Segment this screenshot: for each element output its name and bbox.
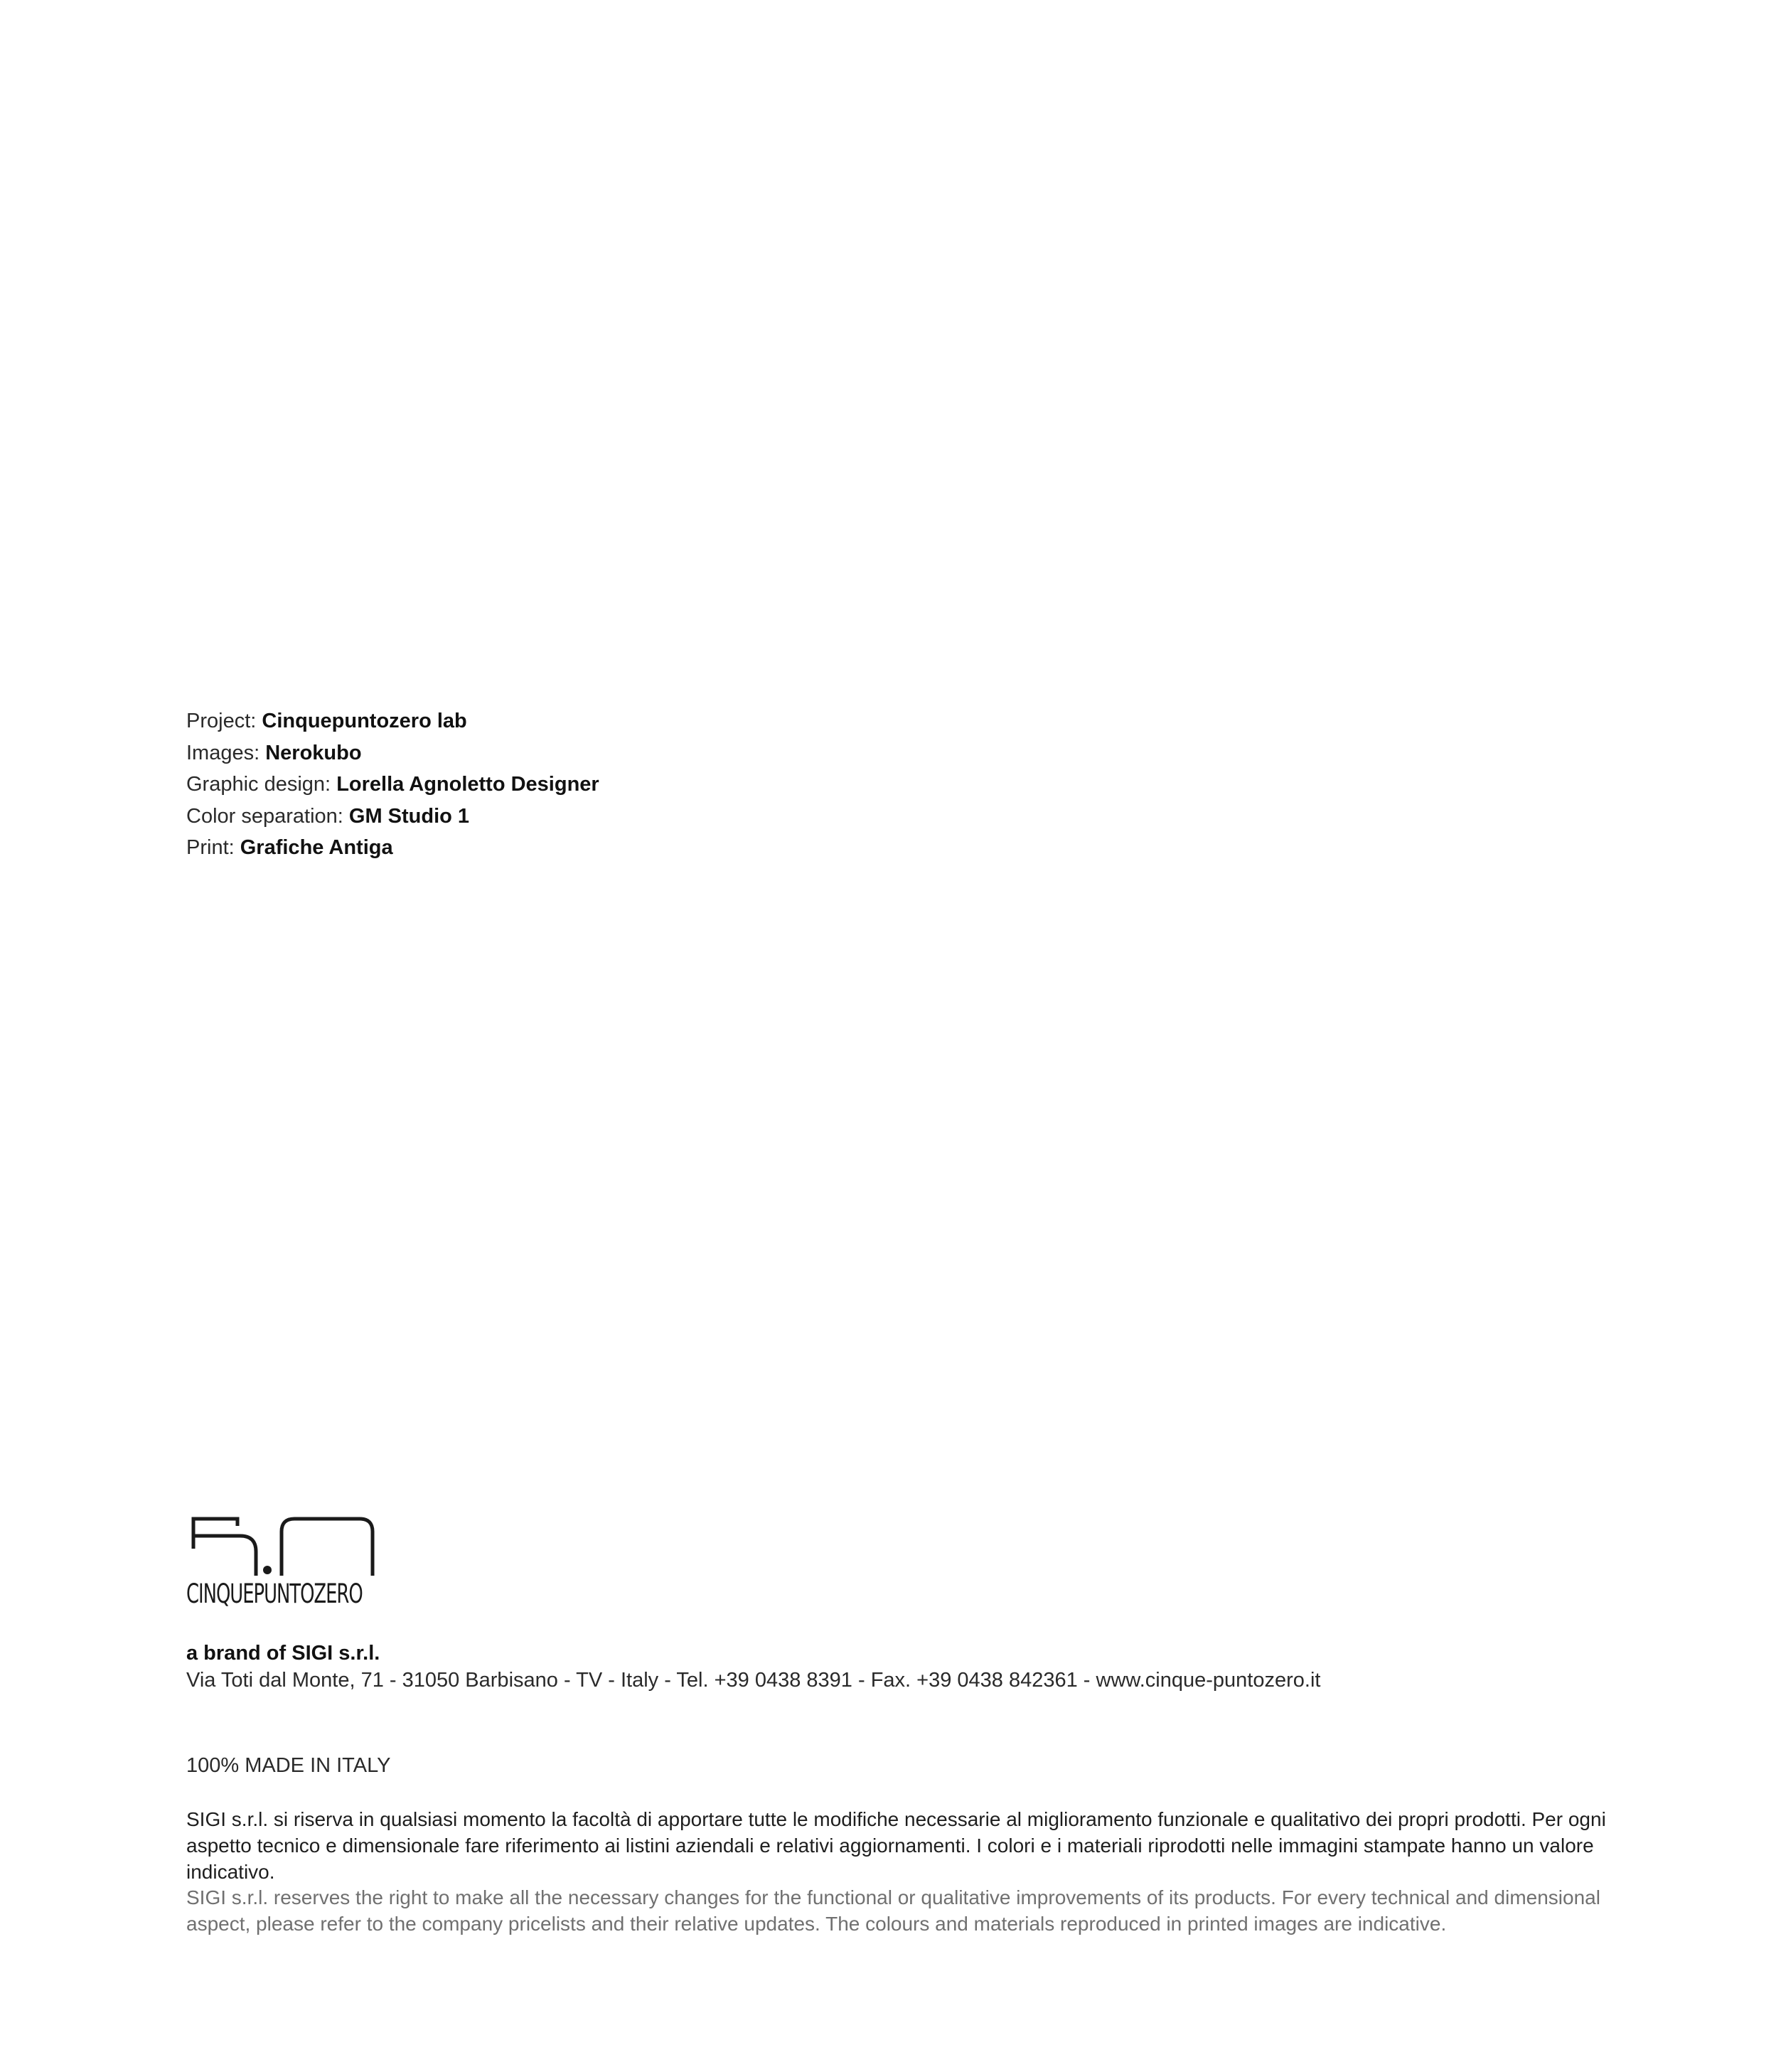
credit-label: Color separation: xyxy=(186,804,343,828)
credit-value: Grafiche Antiga xyxy=(240,836,393,859)
credit-project xyxy=(186,705,599,737)
credit-images xyxy=(186,737,599,769)
made-in-italy: 100% MADE IN ITALY xyxy=(186,1754,391,1777)
disclaimer-italian: SIGI s.r.l. si riserva in qualsiasi momento la facoltà di apportare tutte le modifiche necessarie al miglioramento funzionale e qualitativo dei propri prodotti. Per ogni aspetto tecnico e dimensionale fare riferimento ai listini aziendali e relativi aggiornamenti. I colori e i materiali riprodotti nelle immagini stampate hanno un valore indicativo. xyxy=(186,1808,1606,1883)
credit-value: Lorella Agnoletto Designer xyxy=(336,773,599,796)
logo-wordmark: CINQUEPUNTOZERO xyxy=(186,1579,363,1609)
credit-label: Graphic design: xyxy=(186,773,331,796)
credit-graphic-design xyxy=(186,769,599,801)
credit-print xyxy=(186,832,599,864)
credits-block xyxy=(186,705,599,864)
5-0-logo-icon xyxy=(183,1513,390,1577)
credit-value: Nerokubo xyxy=(265,741,362,764)
credit-color-separation xyxy=(186,801,599,833)
credit-value: GM Studio 1 xyxy=(348,804,470,828)
company-address: Via Toti dal Monte, 71 - 31050 Barbisano - TV - Italy - Tel. +39 0438 8391 - Fax. +39 0438 842361 - www.cinque-puntozero.it xyxy=(186,1669,1321,1692)
brand-logo xyxy=(183,1513,390,1620)
credit-label: Images: xyxy=(186,741,260,764)
brand-line: a brand of SIGI s.r.l. xyxy=(186,1642,380,1665)
credit-label: Print: xyxy=(186,836,235,859)
credit-value: Cinquepuntozero lab xyxy=(262,710,467,732)
credit-label: Project: xyxy=(186,710,257,732)
disclaimer-english: SIGI s.r.l. reserves the right to make all the necessary changes for the functional or qualitative improvements of its products. For every technical and dimensional aspect, please refer to the company pricelists and their relative updates. The colours and materials reproduced in printed images are indicative. xyxy=(186,1886,1600,1935)
